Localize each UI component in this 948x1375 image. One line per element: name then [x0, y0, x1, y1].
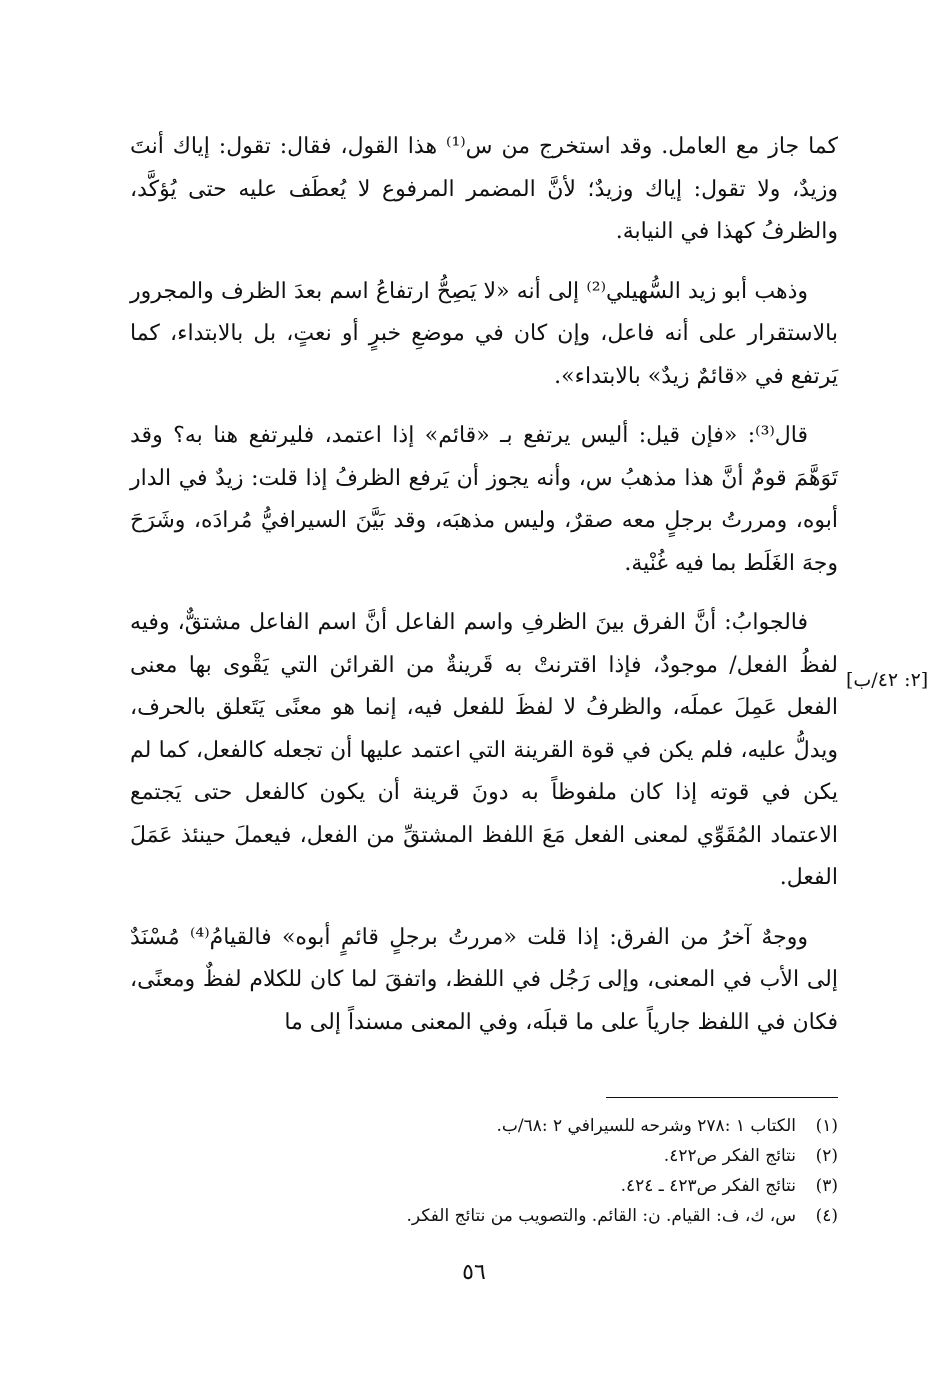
paragraph-3: قال⁽³⁾: «فإن قيل: أليس يرتفع بـ «قائم» إذا اعتمد، فليرتفع هنا به؟ وقد تَوَهَّمَ قومٌ أنَّ هذا مذهبُ س، وأنه يجوز أن يَرفع الظرفُ إذا قلت: زيدٌ في الدار أبوه، ومررتُ برجلٍ معه صقرٌ، وليس مذهبَه، وقد بَيَّنَ السيرافيُّ مُرادَه، وشَرَحَ وجهَ الغَلَط بما فيه غُنْية.	[130, 423, 838, 576]
main-text	[130, 126, 838, 1044]
footnote-4	[130, 1201, 838, 1231]
footnote-2	[130, 1141, 838, 1171]
paragraph-4: فالجوابُ: أنَّ الفرق بينَ الظرفِ واسم الفاعل أنَّ اسم الفاعل مشتقٌّ، وفيه لفظُ الفعل/ موجودٌ، فإذا اقترنتْ به قَرينةٌ من القرائن التي يَقْوى بها معنى الفعل عَمِلَ عملَه، والظرفُ لا لفظَ للفعل فيه، إنما هو معنًى يَتَعلق بالحرف، ويدلُّ عليه، فلم يكن في قوة القرينة التي اعتمد عليها أن تجعله كالفعل، كما لم يكن في قوته إذا كان ملفوظاً به دونَ قرينة أن يكون كالفعل حتى يَجتمع الاعتماد المُقَوِّي لمعنى الفعل مَعَ اللفظ المشتقِّ من الفعل، فيعملَ حينئذ عَمَلَ الفعل.	[130, 610, 838, 890]
paragraph-5: ووجهٌ آخرُ من الفرق: إذا قلت «مررتُ برجلٍ قائمٍ أبوه» فالقيامُ⁽⁴⁾ مُسْنَدٌ إلى الأب في المعنى، وإلى رَجُل في اللفظ، واتفقَ لما كان للكلام لفظٌ ومعنًى، فكان في اللفظ جارياً على ما قبلَه، وفي المعنى مسنداً إلى ما	[130, 924, 838, 1035]
page-number: ٥٦	[462, 1260, 486, 1285]
footnote-number: (٣)	[815, 1176, 838, 1196]
footnote-separator	[606, 1097, 838, 1098]
footnote-text: الكتاب ١ :٢٧٨ وشرحه للسيرافي ٢ :٦٨/ب.	[496, 1116, 796, 1136]
footnote-text: نتائج الفكر ص٤٢٣ ـ ٤٢٤.	[620, 1176, 796, 1196]
paragraph-2: وذهب أبو زيد السُّهيلي⁽²⁾ إلى أنه «لا يَصِحُّ ارتفاعُ اسم بعدَ الظرف والمجرور بالاستقرار على أنه فاعل، وإن كان في موضعِ خبرٍ أو نعتٍ، بل بالابتداء، كما يَرتفع في «قائمٌ زيدٌ» بالابتداء».	[130, 278, 838, 389]
footnote-number: (٤)	[815, 1206, 838, 1226]
footnote-3	[130, 1171, 838, 1201]
footnote-text: نتائج الفكر ص٤٢٢.	[663, 1146, 796, 1166]
manuscript-folio-marker: [٢: ٤٢/ب]	[846, 669, 929, 691]
paragraph-1: كما جاز مع العامل. وقد استخرج من س⁽¹⁾ هذا القول، فقال: تقول: إياك أنتَ وزيدٌ، ولا تقول: إياك وزيدٌ؛ لأنَّ المضمر المرفوع لا يُعطَف عليه حتى يُؤكَّد، والظرفُ كهذا في النيابة.	[130, 134, 839, 244]
footnote-text: س، ك، ف: القيام. ن: القائم. والتصويب من نتائج الفكر.	[406, 1206, 796, 1226]
footnote-number: (٢)	[815, 1146, 838, 1166]
footnotes	[130, 1111, 838, 1231]
footnote-1	[130, 1111, 838, 1141]
footnote-number: (١)	[815, 1116, 838, 1136]
